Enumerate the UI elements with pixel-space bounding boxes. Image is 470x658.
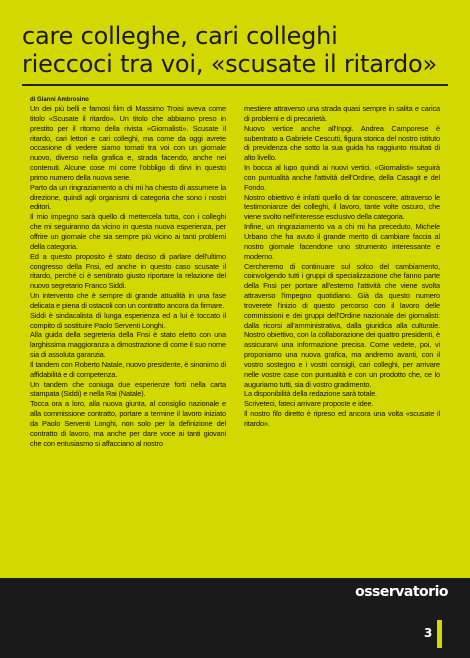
paragraph: Il tandem con Roberto Natale, nuovo presidente, è sinonimo di affidabilità e di competenza. [30,359,226,379]
paragraph: Il nostro filo diretto è ripreso ed ancora una volta «scusate il ritardo». [244,409,440,428]
paragraph: Infine, un ringraziamento va a chi mi ha preceduto, Michele Urbano che ha avuto il grande merito di cambiare faccia al nostro giornale facendone uno strumento interessante e moderno. [244,222,440,261]
article-column-left [30,104,226,449]
paragraph: Nuovo vertice anche all'Inpgi. Andrea Camporese è subentrato a Gabriele Cescutti, figura storica del nostro istituto di previdenza che sotto la sua guida ha raggiunto risultati di alto livello. [244,123,440,163]
page-number: 3 [424,626,433,640]
title-line-1: care colleghe, cari colleghi [22,22,338,50]
page-marker [437,620,442,648]
paragraph: Un tandem che coniuga due esperienze forti nella carta stampata (Siddi) e nella Rai (Natale). [30,379,226,399]
paragraph: Un dei più belli e famosi film di Massimo Troisi aveva come titolo «Scusate il ritardo». Un titolo che abbiamo preso in prestito per il ritorno della rivista «Giornalisti». Scusate il ritardo, cari lettori e cari colleghi, ma come da oggi avrete occasione di vedere siamo tornati tra voi con un giornale nuovo, diverso nella grafica e, strada facendo, anche nei contenuti. Alcune cose mi corre l'obbligo di dirvi in questo primo numero della nuova serie. [30,104,226,182]
article-column-right [244,104,440,429]
paragraph: Il mio impegno sarà quello di mettercela tutta, con i colleghi che mi seguiranno da vicino in questa nuova esperienza, per offrire un giornale che sia sempre più vicino ai tanti problemi della categoria. [30,212,226,251]
paragraph: Cercheremo di continuare sul solco del cambiamento, coinvolgendo tutti i gruppi di specializzazione che fanno parte della Fnsi per portare all'esterno l'attività che viene svolta attraverso l'impegno quotidiano. Già da questo numero troverete l'inizio di questo percorso con il lavoro delle commissioni e dei gruppi dell'Ordine nazionale dei giornalisti: dalla ricorsi all'amministrativa, dalla giuridica alla culturale. Nostro obiettivo, con la collaborazione dei quattro presidenti, è assicurarvi una informazione precisa. Come vedete, poi, vi proponiamo una nuova grafica, ma andremo avanti, con il vostro sostegno e i vostri consigli, cari colleghi, per arrivare nelle vostre case con puntualità e con un prodotto che, ce lo auguriamo tutti, sia di vostro gradimento. [244,261,440,389]
article-title [22,22,452,78]
paragraph: Tocca ora a loro, alla nuova giunta, al consiglio nazionale e alla commissione contratto, portare a termine il lavoro iniziato da Paolo Serventi Longhi, non solo per la definizione del contratto di lavoro, ma anche per dare voce ai tanti giovani che con entusiasmo si affacciano al nostro [30,399,226,448]
paragraph: Un intervento che è sempre di grande attualità in una fase delicata e piena di ostacoli con un contratto ancora da firmare. [30,291,226,310]
paragraph: Alla guida della segreteria della Fnsi è stato eletto con una larghissima maggioranza a dimostrazione di come il suo nome sia di assoluta garanzia. [30,330,226,360]
article-byline: di Gianni Ambrosino [30,97,89,103]
paragraph: La disponibilità della redazione sarà totale. [244,389,377,399]
paragraph: Parto da un ringraziamento a chi mi ha chiesto di assumere la direzione, quindi agli organismi di categoria che sono i nostri editori. [30,182,226,212]
section-label: osservatorio [355,584,448,600]
paragraph: In bocca al lupo quindi ai nuovi vertici. «Giornalisti» seguirà con puntualità anche l'attività dell'Ordine, della Casagit e del Fondo. [244,163,440,192]
paragraph: Ed a questo proposito è stato deciso di parlare dell'ultimo congresso della Fnsi, ed anche in questo caso scusate il ritardo, perché ci è sembrato giusto riportare la relazione del nuovo segretario Franco Siddi. [30,251,226,291]
title-line-2: rieccoci tra voi, «scusate il ritardo» [22,50,437,78]
paragraph: Nostro obiettivo è infatti quello di far conoscere, attraverso le testimonianze dei colleghi, il lavoro, tante volte oscuro, che viene svolto nell'interesse esclusivo della categoria. [244,192,440,222]
paragraph: Siddi è sindacalista di lunga esperienza ed a lui è toccato il compito di sostituire Paolo Serventi Longhi. [30,310,226,330]
paragraph: Scriveteci, fateci arrivare proposte e idee. [244,399,374,409]
title-divider [22,84,448,86]
paragraph: mestiere attraverso una strada quasi sempre in salita e carica di problemi e di precarietà. [244,104,440,123]
